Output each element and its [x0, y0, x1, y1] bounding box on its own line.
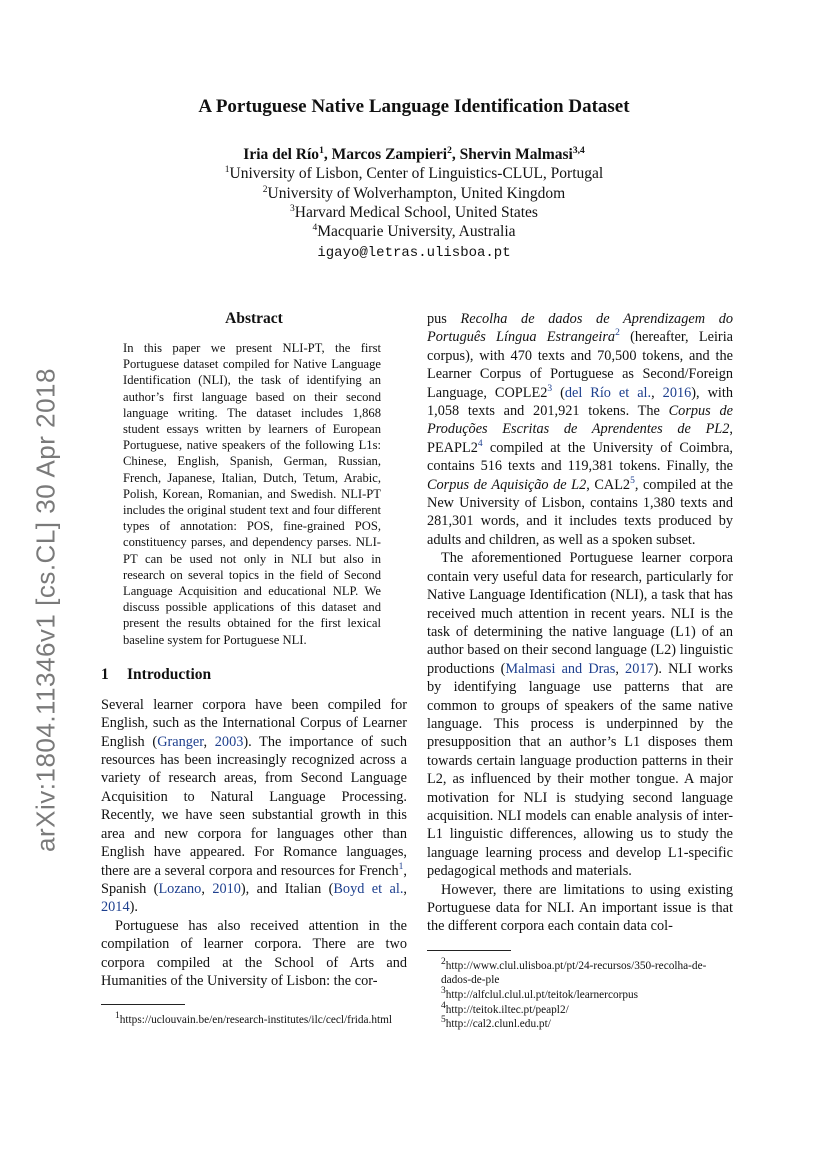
footnote-url[interactable]: http://cal2.clunl.edu.pt/ [445, 1018, 551, 1031]
footnote: $^2$http://www.clul.ulisboa.pt/pt/24-recursos/350-recolha-de-dados-de-ple [441, 957, 707, 987]
affiliation: $^1$University of Lisbon, Center of Linguistics-CLUL, Portugal [224, 164, 604, 182]
footnote-marker[interactable]: 5 [630, 475, 635, 486]
footnote-marker[interactable]: 1 [398, 861, 404, 872]
footnote: $^4$http://teitok.iltec.pt/peapl2/ [441, 1000, 569, 1016]
author-list: Iria del Río$^1$, Marcos Zampieri$^2$, Shervin Malmasi$^{3,4}$ [243, 145, 585, 163]
right-column [427, 310, 733, 1032]
affiliation: $^3$Harvard Medical School, United States [290, 203, 538, 221]
author-name: Iria del Río [243, 146, 320, 163]
section-number: 1 [101, 665, 109, 683]
footnote-marker[interactable]: 4 [477, 439, 483, 450]
body-paragraph: pus Recolha de dados de Aprendizagem do Português Língua Estrangeira$^2$ (hereafter, Leiria corpus), with 470 texts and 70,500 tokens, and the Learner Corpus of Portuguese as Second/Foreign Language, COPLE2$^3$ (del Río et al., 2016), with 1,058 texts and 201,921 tokens. The Corpus de Produções Escritas de Aprendentes de PL2, PEAPL2$^4$ compiled at the University of Coimbra, contains 516 texts and 119,381 tokens. Finally, the Corpus de Aquisição de L2, CAL2$^5$, compiled at the New University of Lisbon, contains 1,380 texts and 281,301 words, and it includes texts produced by adults and children, as well as a spoken subset. [427, 311, 734, 548]
citation-link[interactable]: Granger [157, 733, 204, 750]
author-name: Shervin Malmasi [459, 146, 573, 163]
citation-link[interactable]: 2010 [212, 880, 241, 897]
citation-link[interactable]: Malmasi and Dras [505, 660, 616, 677]
body-paragraph: However, there are limitations to using existing Portuguese data for NLI. An important issue is that the different corpora each contain data col- [427, 881, 733, 935]
affiliation: $^4$Macquarie University, Australia [312, 222, 516, 240]
citation-link[interactable]: 2017 [625, 660, 654, 677]
author-affil-marker: 1 [319, 145, 324, 156]
paper-title: A Portuguese Native Language Identification Dataset [198, 96, 630, 117]
body-paragraph: The aforementioned Portuguese learner corpora contain very useful data for research, particularly for Native Language Identification (NLI), a task that has received much attention in recent years. NLI is the task of determining the native language (L1) of an author based on their second language (L2) linguistic productions (Malmasi and Dras, 2017). NLI works by identifying language use patterns that are common to groups of speakers of the same native language. This process is underpinned by the presupposition that an author’s L1 disposes them towards certain language production patterns in their L2, as influenced by their mother tongue. A major motivation for NLI is studying second language acquisition. NLI models can enable analysis of inter-L1 linguistic differences, allowing us to study the language learning process and develop L1-specific pedagogical methods and materials. [427, 550, 733, 880]
citation-link[interactable]: del Río et al. [564, 384, 652, 401]
citation-link[interactable]: 2016 [662, 384, 692, 401]
section-heading [101, 666, 407, 684]
footnote-marker[interactable]: 2 [615, 328, 620, 339]
footnote-url[interactable]: http://www.clul.ulisboa.pt/pt/24-recursos/350-recolha-de-dados-de-ple [441, 959, 707, 987]
arxiv-sidebar [16, 360, 76, 860]
left-column [101, 310, 407, 1028]
citation-link[interactable]: 2003 [214, 733, 244, 750]
footnote-url[interactable]: https://uclouvain.be/en/research-institutes/ilc/cecl/frida.html [119, 1014, 393, 1027]
footnote: $^1$https://uclouvain.be/en/research-institutes/ilc/cecl/frida.html [115, 1011, 393, 1027]
abstract-text: In this paper we present NLI-PT, the first Portuguese dataset compiled for Native Language Identification (NLI), the task of identifying an author’s first language based on their second language writing. The dataset includes 1,868 student essays written by learners of European Portuguese, native speakers of the following L1s: Chinese, English, Spanish, German, Russian, French, Japanese, Italian, Dutch, Tetum, Arabic, Polish, Korean, Romanian, and Swedish. NLI-PT includes the original student text and four different types of annotation: POS, fine-grained POS, constituency parses, and dependency parses. NLI-PT can be used not only in NLI but also in research on several topics in the field of Second Language Acquisition and educational NLP. We discuss possible applications of this dataset and present the results obtained for the first lexical baseline system for Portuguese NLI. [123, 341, 381, 647]
author-name: Marcos Zampieri [331, 146, 448, 163]
footnote-marker[interactable]: 3 [547, 383, 553, 394]
author-affil-marker: 2 [447, 145, 452, 156]
section-title: Introduction [127, 665, 212, 683]
author-affil-marker: 3,4 [572, 145, 585, 156]
abstract-heading: Abstract [225, 310, 283, 327]
affiliation: $^2$University of Wolverhampton, United Kingdom [262, 184, 566, 202]
body-paragraph: Portuguese has also received attention in the compilation of learner corpora. There are two corpora compiled at the School of Arts and Humanities of the University of Lisbon: the cor- [101, 917, 407, 989]
author-email: igayo@letras.ulisboa.pt [317, 245, 511, 261]
footnote-divider [101, 1004, 185, 1005]
citation-link[interactable]: 2014 [101, 899, 130, 916]
footnote: $^5$http://cal2.clunl.edu.pt/ [441, 1015, 551, 1031]
arxiv-identifier: arXiv:1804.11346v1 [cs.CL] 30 Apr 2018 [30, 368, 61, 852]
citation-link[interactable]: Boyd et al. [333, 880, 404, 897]
footnote-divider [427, 950, 511, 951]
footnote-url[interactable]: http://alfclul.clul.ul.pt/teitok/learnercorpus [445, 989, 639, 1001]
footnote: $^3$http://alfclul.clul.ul.pt/teitok/learnercorpus [441, 986, 639, 1001]
body-paragraph: Several learner corpora have been compiled for English, such as the International Corpus of Learner English (Granger, 2003). The importance of such resources has been increasingly recognized across a variety of research areas, from Second Language Acquisition to Natural Language Processing. Recently, we have seen substantial growth in this area and new corpora for languages other than English have appeared. For Romance languages, there are a several corpora and resources for French$^1$, Spanish (Lozano, 2010), and Italian (Boyd et al., 2014). [101, 696, 407, 916]
citation-link[interactable]: Lozano [158, 880, 202, 897]
footnote-url[interactable]: http://teitok.iltec.pt/peapl2/ [445, 1003, 569, 1016]
